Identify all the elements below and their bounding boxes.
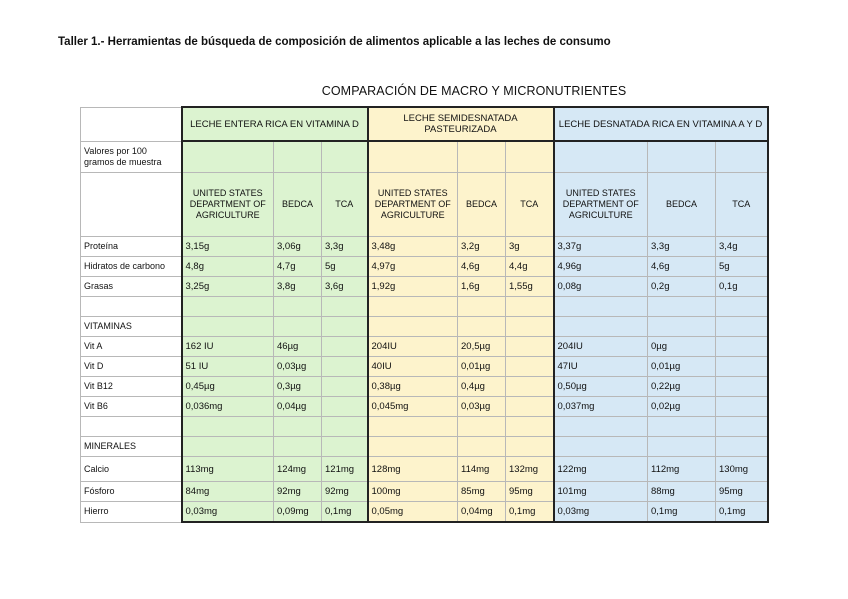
row-label: [81, 417, 182, 437]
value-cell-desnatada: [716, 357, 768, 377]
value-cell-desnatada: 3,4g: [716, 237, 768, 257]
value-cell-desnatada: 0,2g: [648, 277, 716, 297]
row-label: Fósforo: [81, 482, 182, 502]
empty-cell: [81, 173, 182, 237]
value-cell-leche-entera: 121mg: [322, 457, 368, 482]
row-label: Proteína: [81, 237, 182, 257]
value-cell-semidesnatada: [458, 417, 506, 437]
value-cell-desnatada: [716, 417, 768, 437]
value-cell-leche-entera: [274, 297, 322, 317]
value-cell-semidesnatada: [506, 337, 554, 357]
value-cell-leche-entera: 46µg: [274, 337, 322, 357]
empty-cell: [554, 141, 648, 173]
value-cell-leche-entera: 3,3g: [322, 237, 368, 257]
value-cell-semidesnatada: 0,1mg: [506, 502, 554, 523]
corner-cell: [81, 107, 182, 141]
value-cell-desnatada: 130mg: [716, 457, 768, 482]
value-cell-leche-entera: 5g: [322, 257, 368, 277]
table-caption: COMPARACIÓN DE MACRO Y MICRONUTRIENTES: [321, 84, 627, 98]
value-cell-semidesnatada: 4,97g: [368, 257, 458, 277]
value-cell-leche-entera: 3,8g: [274, 277, 322, 297]
row-label: Vit A: [81, 337, 182, 357]
value-cell-leche-entera: 0,09mg: [274, 502, 322, 523]
row-label: Vit B12: [81, 377, 182, 397]
value-cell-semidesnatada: 0,4µg: [458, 377, 506, 397]
source-header-semidesnatada: BEDCA: [458, 173, 506, 237]
value-cell-semidesnatada: 132mg: [506, 457, 554, 482]
value-cell-leche-entera: [182, 317, 274, 337]
value-cell-desnatada: [648, 297, 716, 317]
value-cell-desnatada: 0,03mg: [554, 502, 648, 523]
row-label: Vit D: [81, 357, 182, 377]
row-label: Hidratos de carbono: [81, 257, 182, 277]
value-cell-semidesnatada: [506, 377, 554, 397]
value-cell-semidesnatada: 85mg: [458, 482, 506, 502]
value-cell-desnatada: [716, 437, 768, 457]
value-cell-leche-entera: [322, 297, 368, 317]
row-label: Calcio: [81, 457, 182, 482]
table-row: [81, 482, 768, 502]
value-cell-leche-entera: 3,06g: [274, 237, 322, 257]
group-header-desnatada: LECHE DESNATADA RICA EN VITAMINA A Y D: [554, 107, 768, 141]
value-cell-semidesnatada: 204IU: [368, 337, 458, 357]
value-cell-desnatada: 5g: [716, 257, 768, 277]
value-cell-leche-entera: [322, 417, 368, 437]
value-cell-semidesnatada: 4,6g: [458, 257, 506, 277]
value-cell-leche-entera: 113mg: [182, 457, 274, 482]
source-header-desnatada: TCA: [716, 173, 768, 237]
value-cell-leche-entera: 92mg: [322, 482, 368, 502]
value-cell-semidesnatada: 128mg: [368, 457, 458, 482]
empty-cell: [506, 141, 554, 173]
source-header-semidesnatada: TCA: [506, 173, 554, 237]
value-cell-desnatada: 4,6g: [648, 257, 716, 277]
table-row: [81, 417, 768, 437]
value-cell-desnatada: 204IU: [554, 337, 648, 357]
value-cell-leche-entera: 3,15g: [182, 237, 274, 257]
value-cell-leche-entera: 92mg: [274, 482, 322, 502]
value-cell-semidesnatada: 0,04mg: [458, 502, 506, 523]
row-label: Vit B6: [81, 397, 182, 417]
value-cell-semidesnatada: [368, 417, 458, 437]
value-cell-desnatada: 0,02µg: [648, 397, 716, 417]
value-cell-semidesnatada: 1,6g: [458, 277, 506, 297]
value-cell-semidesnatada: 3,48g: [368, 237, 458, 257]
row-label: [81, 297, 182, 317]
value-cell-leche-entera: 84mg: [182, 482, 274, 502]
value-cell-semidesnatada: [506, 417, 554, 437]
value-cell-leche-entera: [322, 317, 368, 337]
value-cell-leche-entera: [182, 297, 274, 317]
value-cell-semidesnatada: 1,92g: [368, 277, 458, 297]
value-cell-desnatada: 0,1g: [716, 277, 768, 297]
value-cell-desnatada: [648, 417, 716, 437]
value-cell-semidesnatada: 4,4g: [506, 257, 554, 277]
table-row: [81, 357, 768, 377]
value-cell-leche-entera: [322, 437, 368, 457]
empty-cell: [368, 141, 458, 173]
value-cell-semidesnatada: 100mg: [368, 482, 458, 502]
group-header-row: [81, 107, 768, 141]
value-cell-leche-entera: 3,6g: [322, 277, 368, 297]
value-cell-desnatada: 88mg: [648, 482, 716, 502]
group-header-semidesnatada: LECHE SEMIDESNATADA PASTEURIZADA: [368, 107, 554, 141]
value-cell-desnatada: 0,22µg: [648, 377, 716, 397]
table-row: [81, 277, 768, 297]
value-cell-leche-entera: [322, 357, 368, 377]
row-label: VITAMINAS: [81, 317, 182, 337]
value-cell-leche-entera: 3,25g: [182, 277, 274, 297]
value-cell-desnatada: 0,037mg: [554, 397, 648, 417]
value-cell-semidesnatada: 3g: [506, 237, 554, 257]
value-cell-desnatada: [716, 337, 768, 357]
source-header-desnatada: BEDCA: [648, 173, 716, 237]
table-row: [81, 317, 768, 337]
value-cell-leche-entera: 51 IU: [182, 357, 274, 377]
table-row: [81, 397, 768, 417]
row-label: MINERALES: [81, 437, 182, 457]
table-row: [81, 502, 768, 523]
value-cell-desnatada: 4,96g: [554, 257, 648, 277]
table-row: [81, 437, 768, 457]
value-cell-leche-entera: 0,036mg: [182, 397, 274, 417]
value-cell-leche-entera: [274, 417, 322, 437]
value-cell-leche-entera: [322, 337, 368, 357]
value-cell-leche-entera: 0,45µg: [182, 377, 274, 397]
value-cell-leche-entera: [182, 417, 274, 437]
value-cell-leche-entera: 4,8g: [182, 257, 274, 277]
value-cell-semidesnatada: [368, 297, 458, 317]
value-cell-leche-entera: 0,1mg: [322, 502, 368, 523]
value-cell-desnatada: [554, 437, 648, 457]
value-cell-semidesnatada: 0,03µg: [458, 397, 506, 417]
value-cell-semidesnatada: 0,01µg: [458, 357, 506, 377]
table-row: [81, 377, 768, 397]
value-cell-leche-entera: 162 IU: [182, 337, 274, 357]
value-cell-leche-entera: [274, 317, 322, 337]
value-cell-desnatada: [554, 417, 648, 437]
value-cell-desnatada: 0,08g: [554, 277, 648, 297]
table-row: [81, 257, 768, 277]
value-cell-semidesnatada: [458, 297, 506, 317]
value-cell-desnatada: 0,01µg: [648, 357, 716, 377]
value-cell-leche-entera: 0,04µg: [274, 397, 322, 417]
value-cell-semidesnatada: 0,38µg: [368, 377, 458, 397]
value-cell-semidesnatada: 114mg: [458, 457, 506, 482]
value-cell-desnatada: [716, 397, 768, 417]
value-cell-desnatada: [648, 317, 716, 337]
value-cell-desnatada: 122mg: [554, 457, 648, 482]
value-cell-desnatada: 47IU: [554, 357, 648, 377]
empty-cell: [182, 141, 274, 173]
row-label: Hierro: [81, 502, 182, 523]
value-cell-desnatada: 0,1mg: [648, 502, 716, 523]
value-cell-semidesnatada: [506, 397, 554, 417]
value-cell-semidesnatada: 0,05mg: [368, 502, 458, 523]
value-cell-leche-entera: 0,3µg: [274, 377, 322, 397]
value-cell-desnatada: [648, 437, 716, 457]
value-cell-leche-entera: [322, 377, 368, 397]
table-row: [81, 237, 768, 257]
group-header-leche-entera: LECHE ENTERA RICA EN VITAMINA D: [182, 107, 368, 141]
value-cell-semidesnatada: 1,55g: [506, 277, 554, 297]
value-cell-desnatada: [554, 317, 648, 337]
table-row: [81, 337, 768, 357]
source-header-semidesnatada: UNITED STATES DEPARTMENT OF AGRICULTURE: [368, 173, 458, 237]
value-cell-desnatada: 0,50µg: [554, 377, 648, 397]
source-header-row: [81, 173, 768, 237]
value-cell-semidesnatada: 95mg: [506, 482, 554, 502]
value-cell-semidesnatada: 0,045mg: [368, 397, 458, 417]
value-cell-semidesnatada: [458, 317, 506, 337]
value-cell-leche-entera: 0,03µg: [274, 357, 322, 377]
source-header-leche-entera: UNITED STATES DEPARTMENT OF AGRICULTURE: [182, 173, 274, 237]
value-cell-leche-entera: [274, 437, 322, 457]
nutrient-comparison-table: [80, 106, 769, 523]
source-header-desnatada: UNITED STATES DEPARTMENT OF AGRICULTURE: [554, 173, 648, 237]
empty-cell: [274, 141, 322, 173]
per-100g-label: Valores por 100 gramos de muestra: [81, 141, 182, 173]
empty-cell: [322, 141, 368, 173]
document-title: Taller 1.- Herramientas de búsqueda de composición de alimentos aplicable a las leches de consumo: [58, 36, 611, 48]
value-cell-desnatada: 101mg: [554, 482, 648, 502]
row-label: Grasas: [81, 277, 182, 297]
value-cell-desnatada: 112mg: [648, 457, 716, 482]
value-cell-semidesnatada: [506, 437, 554, 457]
empty-cell: [716, 141, 768, 173]
source-header-leche-entera: TCA: [322, 173, 368, 237]
value-cell-semidesnatada: 40IU: [368, 357, 458, 377]
value-cell-desnatada: 0,1mg: [716, 502, 768, 523]
value-cell-desnatada: 0µg: [648, 337, 716, 357]
value-cell-desnatada: [716, 377, 768, 397]
source-header-leche-entera: BEDCA: [274, 173, 322, 237]
value-cell-desnatada: [716, 317, 768, 337]
per-100g-row: [81, 141, 768, 173]
value-cell-semidesnatada: [368, 317, 458, 337]
value-cell-leche-entera: 4,7g: [274, 257, 322, 277]
value-cell-semidesnatada: 20,5µg: [458, 337, 506, 357]
value-cell-semidesnatada: [506, 357, 554, 377]
value-cell-desnatada: [554, 297, 648, 317]
value-cell-semidesnatada: 3,2g: [458, 237, 506, 257]
value-cell-desnatada: [716, 297, 768, 317]
value-cell-desnatada: 95mg: [716, 482, 768, 502]
value-cell-desnatada: 3,37g: [554, 237, 648, 257]
value-cell-desnatada: 3,3g: [648, 237, 716, 257]
value-cell-semidesnatada: [368, 437, 458, 457]
value-cell-semidesnatada: [458, 437, 506, 457]
table-row: [81, 297, 768, 317]
value-cell-leche-entera: 0,03mg: [182, 502, 274, 523]
value-cell-leche-entera: [182, 437, 274, 457]
value-cell-semidesnatada: [506, 297, 554, 317]
value-cell-semidesnatada: [506, 317, 554, 337]
empty-cell: [648, 141, 716, 173]
value-cell-leche-entera: 124mg: [274, 457, 322, 482]
table-row: [81, 457, 768, 482]
empty-cell: [458, 141, 506, 173]
value-cell-leche-entera: [322, 397, 368, 417]
